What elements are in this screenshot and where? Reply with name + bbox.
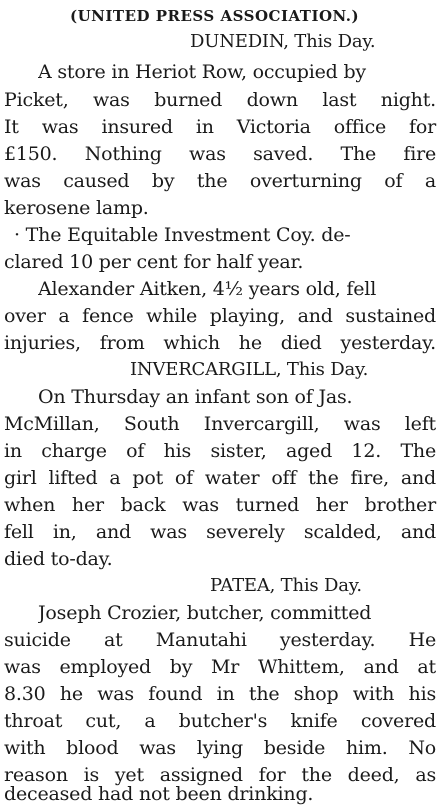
body-line: died to-day.	[4, 548, 113, 570]
dateline-invercargill: INVERCARGILL, This Day.	[130, 359, 369, 380]
body-line: throat cut, a butcher's knife covered	[4, 710, 436, 732]
body-line: · The Equitable Investment Coy. de-	[14, 224, 351, 246]
body-line: A store in Heriot Row, occupied by	[38, 61, 366, 83]
dateline-patea: PATEA, This Day.	[210, 575, 362, 596]
body-line: £150. Nothing was saved. The fire	[4, 143, 436, 165]
body-line: was employed by Mr Whittem, and at	[4, 656, 436, 678]
body-line: with blood was lying beside him. No	[4, 737, 436, 759]
body-line: was caused by the overturning of a	[4, 170, 436, 192]
body-line: 8.30 he was found in the shop with his	[4, 683, 436, 705]
body-line: girl lifted a pot of water off the fire, and	[4, 467, 436, 489]
body-line: when her back was turned her brother	[4, 494, 436, 516]
body-line: in charge of his sister, aged 12. The	[4, 440, 436, 462]
dateline-dunedin: DUNEDIN, This Day.	[190, 31, 376, 52]
body-line: deceased had not been drinking.	[4, 783, 314, 805]
body-line: reason is yet assigned for the deed, as	[4, 764, 436, 786]
body-line: Picket, was burned down last night.	[4, 89, 436, 111]
body-line: kerosene lamp.	[4, 197, 149, 219]
body-line: injuries, from which he died yesterday.	[4, 332, 436, 354]
agency-header: (UNITED PRESS ASSOCIATION.)	[70, 7, 360, 25]
body-line: McMillan, South Invercargill, was left	[4, 413, 436, 435]
body-line: Alexander Aitken, 4½ years old, fell	[38, 278, 377, 300]
body-line: It was insured in Victoria office for	[4, 116, 436, 138]
body-line: suicide at Manutahi yesterday. He	[4, 629, 436, 651]
body-line: Joseph Crozier, butcher, committed	[38, 602, 372, 624]
body-line: over a fence while playing, and sustained	[4, 305, 436, 327]
body-line: clared 10 per cent for half year.	[4, 251, 304, 273]
body-line: On Thursday an infant son of Jas.	[38, 386, 353, 408]
body-line: fell in, and was severely scalded, and	[4, 521, 436, 543]
